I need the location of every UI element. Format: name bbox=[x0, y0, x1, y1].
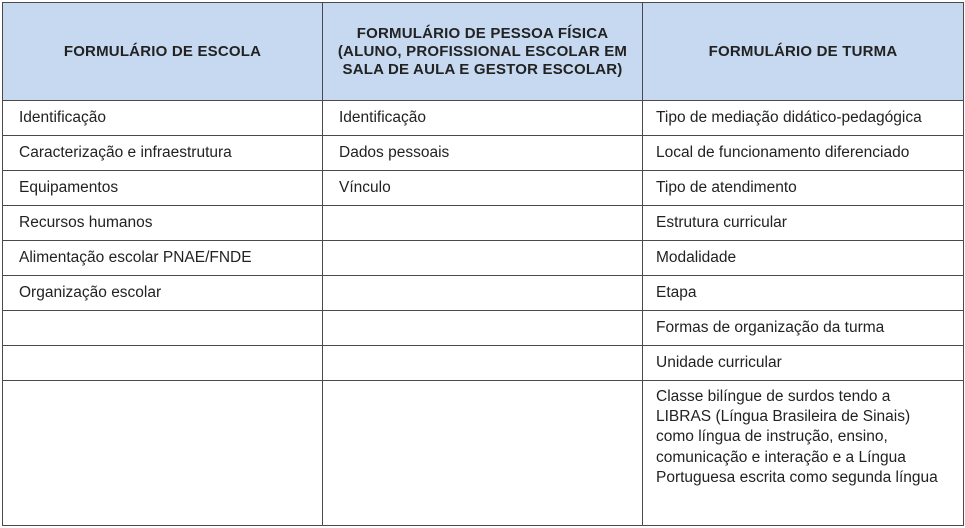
table-cell: Identificação bbox=[323, 101, 643, 136]
table-cell bbox=[323, 311, 643, 346]
table-row bbox=[3, 381, 964, 526]
table-cell bbox=[3, 311, 323, 346]
header-class-form: FORMULÁRIO DE TURMA bbox=[643, 3, 964, 101]
table-cell: Tipo de mediação didático-pedagógica bbox=[643, 101, 964, 136]
table-cell: Alimentação escolar PNAE/FNDE bbox=[3, 241, 323, 276]
table-row bbox=[3, 206, 964, 241]
table-cell: Local de funcionamento diferenciado bbox=[643, 136, 964, 171]
table-cell bbox=[323, 381, 643, 526]
table-cell bbox=[323, 346, 643, 381]
header-row bbox=[3, 3, 964, 101]
header-school-form: FORMULÁRIO DE ESCOLA bbox=[3, 3, 323, 101]
table-cell: Organização escolar bbox=[3, 276, 323, 311]
table-cell bbox=[323, 241, 643, 276]
table-cell: Equipamentos bbox=[3, 171, 323, 206]
table-cell: Identificação bbox=[3, 101, 323, 136]
table-cell: Vínculo bbox=[323, 171, 643, 206]
table-cell: Dados pessoais bbox=[323, 136, 643, 171]
table-cell: Formas de organização da turma bbox=[643, 311, 964, 346]
table-row bbox=[3, 136, 964, 171]
table-cell bbox=[3, 346, 323, 381]
table-cell: Modalidade bbox=[643, 241, 964, 276]
header-person-form: FORMULÁRIO DE PESSOA FÍSICA (ALUNO, PROFISSIONAL ESCOLAR EM SALA DE AULA E GESTOR ESCOLAR) bbox=[323, 3, 643, 101]
table-row bbox=[3, 241, 964, 276]
table-row bbox=[3, 101, 964, 136]
table-cell: Classe bilíngue de surdos tendo a LIBRAS (Língua Brasileira de Sinais) como língua de instrução, ensino, comunicação e interação e a Língua Portuguesa escrita como segunda língua bbox=[643, 381, 964, 526]
table-row bbox=[3, 171, 964, 206]
table-cell bbox=[323, 276, 643, 311]
table-cell bbox=[3, 381, 323, 526]
table-cell: Recursos humanos bbox=[3, 206, 323, 241]
table-row bbox=[3, 346, 964, 381]
table-cell bbox=[323, 206, 643, 241]
table-cell: Estrutura curricular bbox=[643, 206, 964, 241]
table-cell: Caracterização e infraestrutura bbox=[3, 136, 323, 171]
table-cell: Unidade curricular bbox=[643, 346, 964, 381]
table-cell: Etapa bbox=[643, 276, 964, 311]
forms-table bbox=[2, 2, 964, 526]
table-row bbox=[3, 276, 964, 311]
table-row bbox=[3, 311, 964, 346]
table-cell: Tipo de atendimento bbox=[643, 171, 964, 206]
